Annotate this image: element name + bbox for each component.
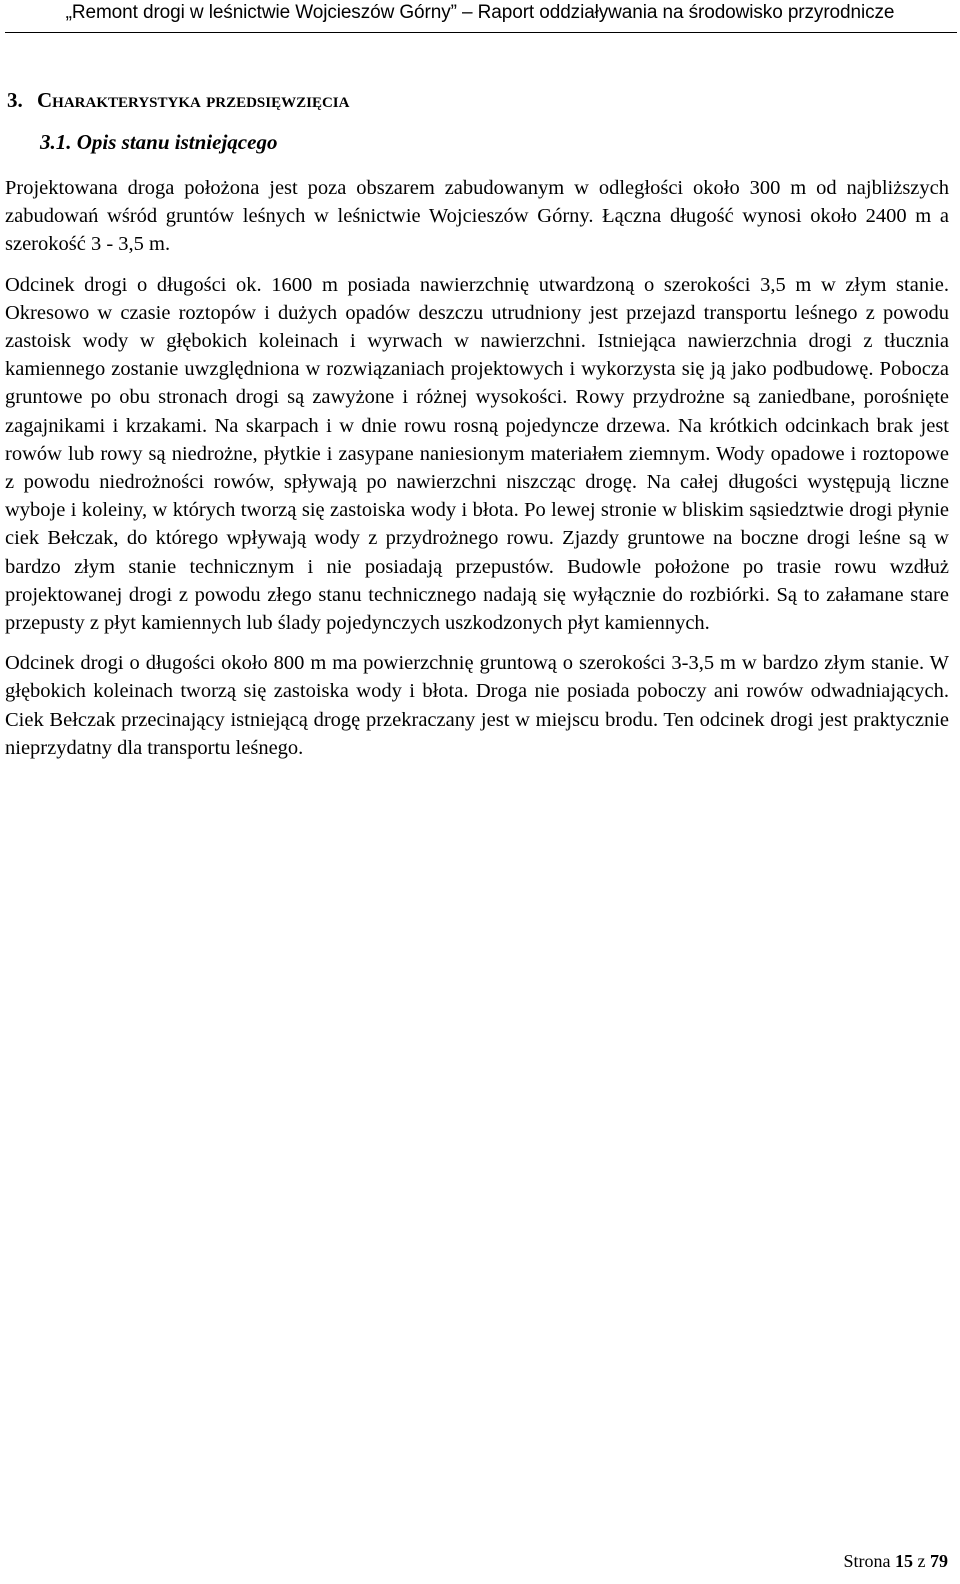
paragraph: Odcinek drogi o długości około 800 m ma powierzchnię gruntową o szerokości 3-3,5 m w bardzo złym stanie. W głębokich koleinach tworzą się zastoiska wody i błota. Droga nie posiada poboczy ani rowów odwadniających. Ciek Bełczak przecinający istniejącą drogę przekraczany jest w miejscu brodu. Ten odcinek drogi jest praktycznie nieprzydatny dla transportu leśnego.: [5, 652, 949, 759]
section-number: 3.: [7, 88, 23, 112]
page-number: [844, 1551, 949, 1572]
current-page: 15: [895, 1551, 913, 1571]
document-body: [5, 174, 949, 774]
running-header: „Remont drogi w leśnictwie Wojcieszów Górny” – Raport oddziaływania na środowisko przyrodnicze: [65, 2, 895, 23]
paragraph: Odcinek drogi o długości ok. 1600 m posiada nawierzchnię utwardzoną o szerokości 3,5 m w złym stanie. Okresowo w czasie roztopów i dużych opadów deszczu utrudniony jest przejazd transportu leśnego z powodu zastoisk wody w głębokich koleinach i wyrwach w nawierzchni. Istniejąca nawierzchnia drogi z tłucznia kamiennego zostanie uwzględniona w rozwiązaniach projektowych i wykorzysta się ją jako podbudowę. Pobocza gruntowe po obu stronach drogi są zawyżone i różnej wysokości. Rowy przydrożne są zaniedbane, porośnięte zagajnikami i krzakami. Na skarpach i w dnie rowu rosną pojedyncze drzewa. Na krótkich odcinkach brak jest rowów lub rowy są niedrożne, płytkie i zasypane naniesionym materiałem ziemnym. Wody opadowe i roztopowe z powodu niedrożności rowów, spływają po nawierzchni niszcząc drogę. Na całej długości występują liczne wyboje i koleiny, w których tworzą się zastoiska wody i błota. Po lewej stronie w bliskim sąsiedztwie drogi płynie ciek Bełczak, do którego wpływają wody z przydrożnego rowu. Zjazdy gruntowe na boczne drogi leśne są w bardzo złym stanie technicznym i nie posiadają przepustów. Budowle położone po trasie rowu wzdłuż projektowanej drogi z powodu złego stanu technicznego nadają się wyłącznie do rozbiórki. Są to załamane stare przepusty z płyt kamiennych lub ślady pojedynczych uszkodzonych płyt kamiennych.: [5, 273, 949, 635]
paragraph: Projektowana droga położona jest poza obszarem zabudowanym w odległości około 300 m od najbliższych zabudowań wśród gruntów leśnych w leśnictwie Wojcieszów Górny. Łączna długość wynosi około 2400 m a szerokość 3 - 3,5 m.: [5, 177, 949, 256]
page-label: Strona: [843, 1551, 891, 1571]
section-heading: [7, 88, 349, 113]
section-title: Charakterystyka przedsięwzięcia: [37, 88, 350, 112]
header-rule: [5, 32, 957, 33]
total-pages: 79: [930, 1551, 948, 1571]
page-of: z: [917, 1551, 926, 1571]
subsection-heading: 3.1. Opis stanu istniejącego: [40, 130, 278, 154]
